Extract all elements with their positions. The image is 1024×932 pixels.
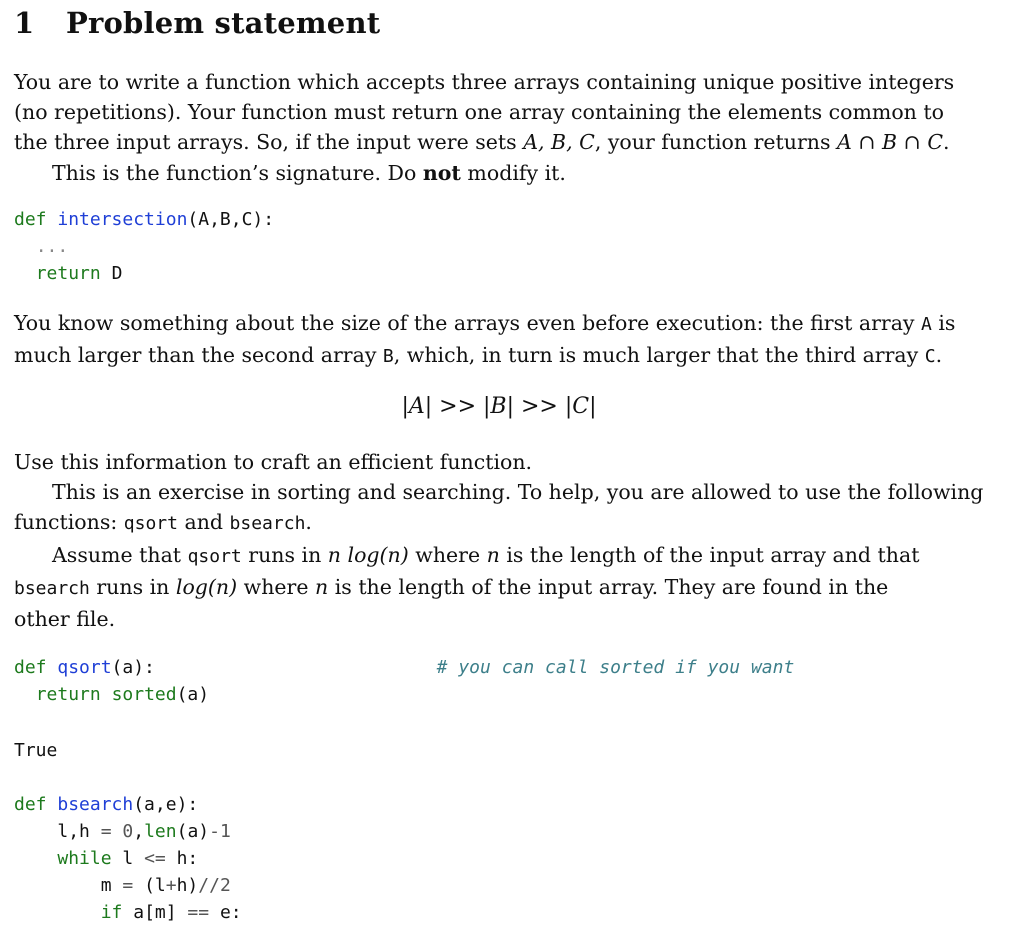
paragraph-sizes — [14, 308, 970, 372]
section-title: Problem statement — [66, 6, 381, 40]
output-true: True — [14, 740, 58, 761]
instr-line-2: This is an exercise in sorting and searching. To help, you are allowed to use the following — [52, 480, 984, 505]
sizes-line-1: You know something about the size of the arrays even before execution: the first array A is — [14, 311, 956, 335]
intro-line-4: This is the function’s signature. Do not modify it. — [52, 160, 566, 185]
function-name-intersection: intersection — [57, 209, 188, 230]
instr-line-4: Assume that qsort runs in n log(n) where n is the length of the input array and that — [52, 542, 920, 567]
sets-math: A, B, C — [523, 130, 595, 155]
code-block-bsearch: def bsearch(a,e): l,h = 0,len(a)-1 while l <= h: m = (l+h)//2 if a[m] == e: — [14, 794, 242, 923]
intro-line-2: (no repetitions). Your function must return one array containing the elements common to — [14, 100, 944, 125]
display-math-sizes: |A| >> |B| >> |C| — [401, 394, 597, 419]
instr-line-6: other file. — [14, 607, 116, 632]
intro-line-3: the three input arrays. So, if the input were sets A, B, C, your function returns A ∩ B ∩ C. — [14, 130, 950, 155]
section-heading — [14, 6, 380, 40]
sizes-line-2: much larger than the second array B, which, in turn is much larger that the third array C. — [14, 343, 943, 368]
not-emphasis: not — [422, 160, 461, 185]
intersection-math: A ∩ B ∩ C — [837, 130, 944, 155]
function-name-qsort: qsort — [57, 657, 112, 678]
function-name-bsearch: bsearch — [57, 794, 134, 815]
code-block-signature: def intersection(A,B,C): ... return D — [14, 209, 275, 284]
ellipsis: ... — [35, 236, 69, 257]
instr-line-5: bsearch runs in log(n) where n is the length of the input array. They are found in the — [14, 574, 889, 599]
code-comment: # you can call sorted if you want — [436, 657, 795, 678]
paragraph-instructions — [14, 447, 984, 634]
intro-line-1: You are to write a function which accepts three arrays containing unique positive integers — [14, 70, 955, 94]
code-block-qsort: def qsort(a): # you can call sorted if you want return sorted(a) — [14, 657, 795, 705]
instr-line-1: Use this information to craft an efficient function. — [14, 450, 533, 474]
paragraph-intro — [14, 67, 970, 188]
section-number: 1 — [14, 6, 35, 40]
instr-line-3: functions: qsort and bsearch. — [14, 510, 312, 535]
